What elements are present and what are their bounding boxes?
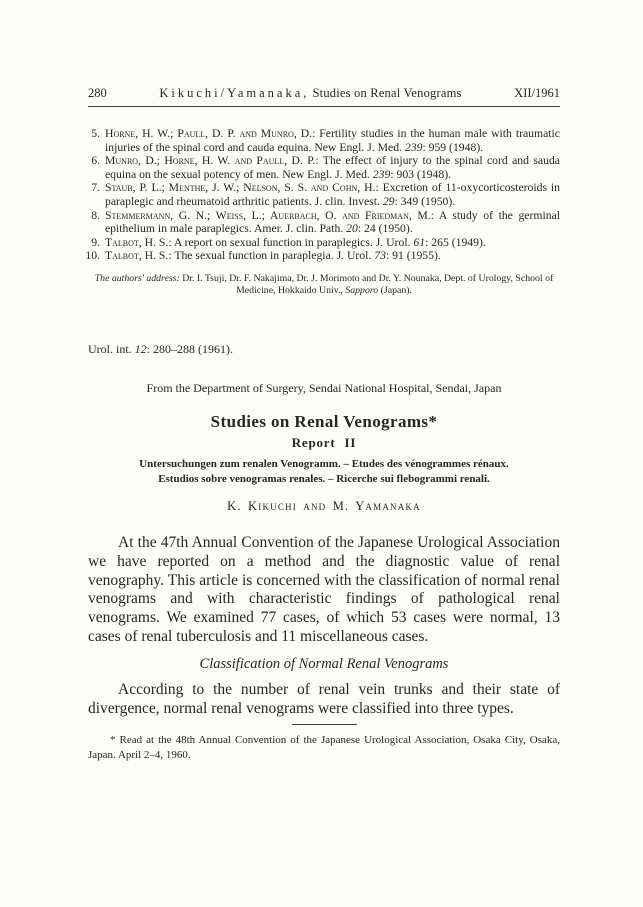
reference-text: Stemmermann, G. N.; Weiss, L.; Auerbach, O. and Friedman, M.: A study of the germinal epithelium in male paraplegics. Amer. J. clin. Path. 20: 24 (1950). xyxy=(105,208,560,236)
running-head-article-title: Studies on Renal Venograms xyxy=(312,86,462,100)
reference-item-9 xyxy=(88,236,560,250)
page-content xyxy=(85,86,560,762)
journal-citation: Urol. int. 12: 280–288 (1961). xyxy=(88,341,233,356)
reference-list xyxy=(85,127,560,263)
reference-number: 7. xyxy=(91,181,100,195)
reference-text: Staub, P. L.; Menthe, J. W.; Nelson, S. S. and Cohn, H.: Excretion of 11-oxycorticosteroids in paraplegic and rheumatoid arthritic patients. J. clin. Invest. 29: 349 (1950). xyxy=(105,181,560,208)
reference-number: 6. xyxy=(91,154,100,168)
translated-title-line-2: Estudios sobre venogramas renales. – Ricerche sui flebogrammi renali. xyxy=(158,472,490,485)
author-byline: K. Kikuchi and M. Yamanaka xyxy=(227,498,421,513)
reference-item-7 xyxy=(88,181,560,208)
reference-number: 8. xyxy=(91,208,100,222)
affiliation-line: From the Department of Surgery, Sendai National Hospital, Sendai, Japan xyxy=(146,380,502,395)
reference-item-5 xyxy=(88,127,560,154)
reference-text: Talbot, H. S.: A report on sexual function in paraplegics. J. Urol. 61: 265 (1949). xyxy=(105,235,486,249)
issue-label: XII/1961 xyxy=(514,86,560,100)
running-title xyxy=(107,86,514,101)
reference-text: Talbot, H. S.: The sexual function in paraplegia. J. Urol. 73: 91 (1955). xyxy=(105,249,441,263)
reference-number: 10. xyxy=(85,249,100,263)
reference-number: 9. xyxy=(91,235,100,249)
running-head xyxy=(88,86,560,107)
reference-number: 5. xyxy=(91,127,100,140)
running-head-authors: Kikuchi/Yamanaka, xyxy=(159,86,310,100)
footnote-text: * Read at the 48th Annual Convention of the Japanese Urological Association, Osaka City, Osaka, Japan. April 2–4, 1960. xyxy=(88,734,560,761)
translated-title-line-1: Untersuchungen zum renalen Venogramm. – Etudes des vénogrammes rénaux. xyxy=(139,457,509,470)
report-number: Report II xyxy=(291,434,357,450)
reference-item-8 xyxy=(88,209,560,236)
footnote-divider xyxy=(292,724,357,725)
reference-item-10 xyxy=(85,249,560,263)
article-title: Studies on Renal Venograms* xyxy=(210,411,438,431)
authors-address: The authors' address: Dr. I. Tsuji, Dr. F. Nakajima, Dr. J. Morimoto and Dr. Y. Nounaka, Dept. of Urology, School of Medicine, Hokkaido Univ., Sapporo (Japan). xyxy=(94,272,554,297)
page-number: 280 xyxy=(88,86,107,100)
reference-item-6 xyxy=(88,154,560,181)
reference-text: Munro, D.; Horne, H. W. and Paull, D. P.: The effect of injury to the spinal cord and sauda equina on the sexual potency of men. New Engl. J. Med. 239: 903 (1948). xyxy=(105,154,560,181)
body-paragraph-2: According to the number of renal vein trunks and their state of divergence, normal renal venograms were classified into three types. xyxy=(88,680,560,717)
body-paragraph-1: At the 47th Annual Convention of the Japanese Urological Association we have reported on a method and the diagnostic value of renal venography. This article is concerned with the classification of normal renal venograms and with characteristic findings of pathological renal venograms. We examined 77 cases, of which 53 cases were normal, 13 cases of renal tuberculosis and 11 miscellaneous cases. xyxy=(88,533,560,645)
reference-text: Horne, H. W.; Paull, D. P. and Munro, D.: Fertility studies in the human male with traumatic injuries of the spinal cord and cauda equina. New Engl. J. Med. 239: 959 (1948). xyxy=(105,127,560,154)
section-heading: Classification of Normal Renal Venograms xyxy=(199,655,449,672)
